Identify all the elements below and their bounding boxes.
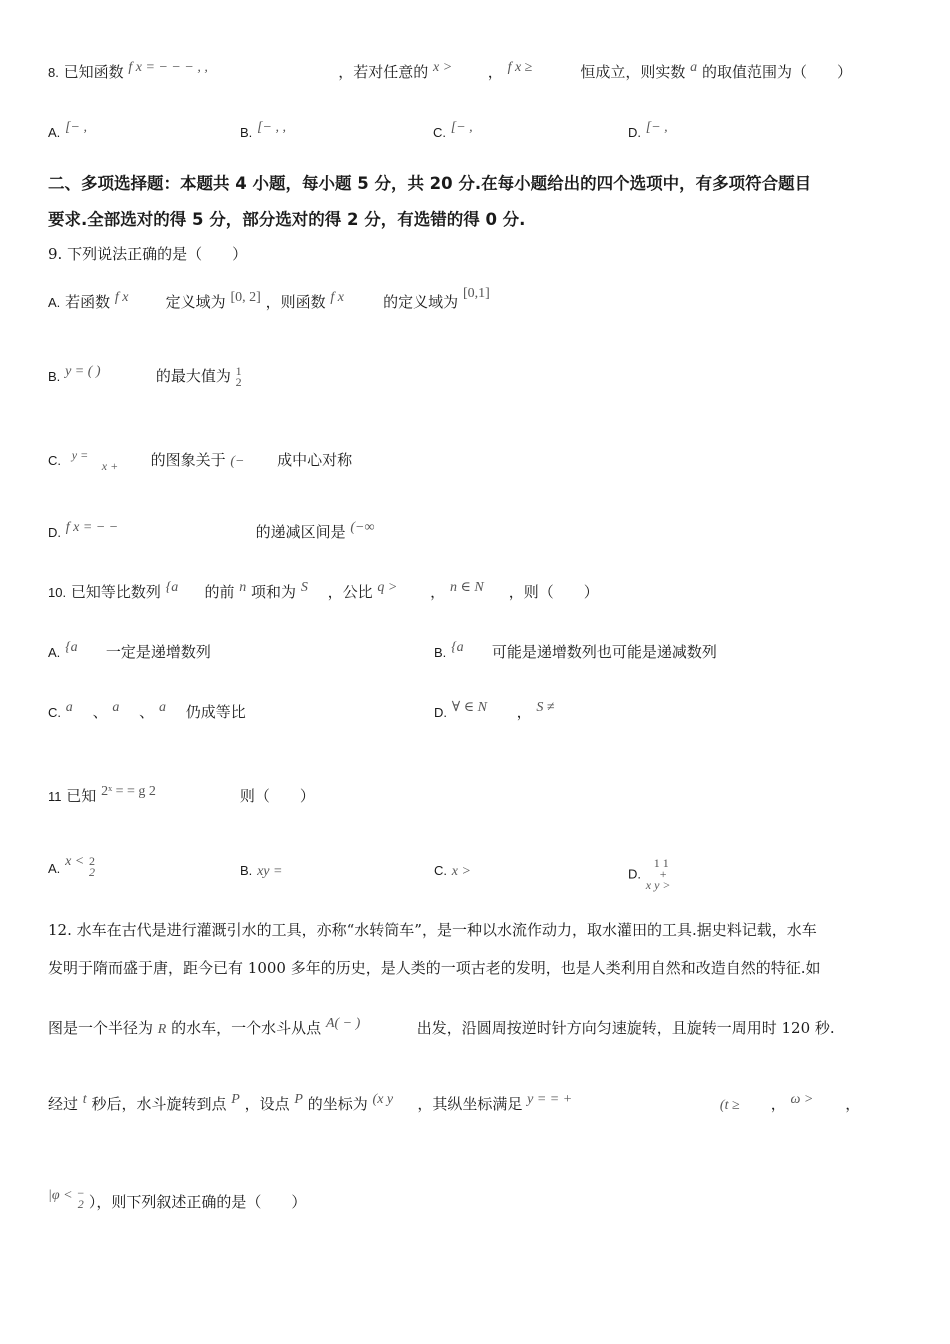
q12-line5 (48, 1186, 307, 1214)
fraction (72, 450, 146, 472)
q8-option-d (628, 122, 668, 144)
q11-number: 11 (48, 789, 62, 804)
option-text: 若函数 (65, 293, 111, 311)
option-expr: x < (65, 854, 85, 869)
fraction-denominator: 2 (235, 375, 242, 389)
option-label: D. (48, 525, 61, 540)
q10-expr: {a (165, 580, 179, 595)
q8-option-a (48, 122, 87, 144)
option-expr: [− , , (257, 120, 286, 135)
option-label: A. (48, 645, 61, 660)
q12-text: ，其纵坐标满足 (417, 1095, 523, 1113)
option-expr: (−∞ (350, 520, 375, 535)
q11-option-b (240, 860, 282, 882)
q8-text-d: 恒成立，则实数 (580, 63, 686, 81)
q12-line4 (48, 1094, 860, 1116)
q12-text: ），则下列叙述正确的是（ ） (88, 1193, 307, 1211)
q10-expr: q > (377, 580, 398, 595)
q8-condition-x: x > (433, 60, 453, 75)
q10-option-b (434, 642, 717, 664)
section-heading-line2: 要求.全部选对的得 5 分，部分选对的得 2 分，有选错的得 0 分. (48, 210, 526, 229)
q12-expr: (t ≥ (719, 1098, 740, 1113)
fraction (236, 366, 242, 388)
q11-stem (48, 786, 315, 808)
option-label: C. (433, 125, 446, 140)
option-text: 的定义域为 (383, 293, 459, 311)
option-label: D. (628, 125, 641, 140)
option-expr: {a (451, 640, 464, 655)
option-expr: a (65, 700, 73, 715)
fraction-denominator: 2 (77, 1197, 84, 1211)
q10-text: 已知等比数列 (70, 583, 161, 601)
q10-text: 项和为 (251, 583, 297, 601)
q12-line3 (48, 1018, 835, 1040)
option-text: 的最大值为 (155, 367, 231, 385)
q11-option-c (434, 860, 471, 882)
q11-text: 则（ ） (239, 787, 315, 805)
q11-option-d (628, 858, 716, 891)
q10-expr: n (239, 580, 247, 595)
expr-top: y = (71, 448, 89, 462)
q12-line1: 12. 水车在古代是进行灌溉引水的工具，亦称“水转筒车”，是一种以水流作动力，取水灌田的工具.据史料记载，水车 (48, 921, 817, 939)
fraction-numerator: − (77, 1186, 85, 1200)
option-label: B. (240, 863, 253, 878)
q8-text-b: ，若对任意的 (338, 63, 429, 81)
q12-expr: P (231, 1092, 240, 1107)
option-label: B. (240, 125, 253, 140)
sum-plus: + (659, 867, 667, 881)
q10-number: 10. (48, 585, 67, 600)
q12-text: ， (845, 1095, 861, 1113)
option-expr: S ≠ (536, 700, 555, 715)
option-expr: f x (114, 290, 129, 305)
option-text: 仍成等比 (185, 703, 246, 721)
q12-line2: 发明于隋而盛于唐，距今已有 1000 多年的历史，是人类的一项古老的发明，也是人类利用自然和改造自然的特征.如 (48, 959, 821, 977)
option-label: B. (434, 645, 447, 660)
q11-expr: 2ˣ = = g 2 (101, 784, 156, 799)
option-expr: a (112, 700, 120, 715)
q12-text: 的水车，一个水斗从点 (171, 1019, 322, 1037)
q10-text: ，公比 (327, 583, 373, 601)
option-text: 的图象关于 (150, 451, 226, 469)
q9-option-a (48, 286, 490, 314)
fraction-numerator: 2 (89, 854, 96, 868)
option-expr: a (158, 700, 166, 715)
option-text: 的递减区间是 (255, 523, 346, 541)
q12-text: 秒后，水斗旋转到点 (91, 1095, 227, 1113)
q12-expr: (x y (372, 1092, 394, 1107)
q10-option-c (48, 702, 246, 724)
section-heading-line1: 二、多项选择题：本题共 4 小题，每小题 5 分，共 20 分.在每小题给出的四个选项中，有多项符合题目 (48, 174, 812, 193)
q9-option-b (48, 366, 242, 388)
q8-option-b (240, 122, 286, 144)
q12-expr: y = = + (527, 1092, 573, 1107)
q12-text: 经过 (48, 1095, 79, 1113)
fraction (89, 856, 95, 878)
option-text: 一定是递增数列 (105, 643, 211, 661)
fraction-sum (646, 858, 716, 891)
option-text: 、 (92, 703, 108, 721)
fraction-denominator: 2 (89, 865, 96, 879)
q8-stem (48, 62, 852, 84)
q10-expr: n ∈ N (449, 580, 484, 595)
option-expr: f x (330, 290, 344, 305)
q12-expr: |φ < (48, 1188, 73, 1203)
q10-option-a (48, 642, 211, 664)
option-expr: xy = (257, 864, 283, 879)
option-expr: [− , (450, 120, 473, 135)
option-label: C. (48, 453, 61, 468)
option-label: C. (48, 705, 61, 720)
option-expr: x y > (645, 878, 671, 892)
q11-text: 已知 (66, 787, 97, 805)
q9-option-c (48, 450, 352, 472)
q8-option-c (433, 122, 473, 144)
option-label: A. (48, 125, 61, 140)
q8-text-a: 已知函数 (63, 63, 124, 81)
option-expr: f x = − − (65, 520, 119, 535)
option-expr: (− (230, 454, 245, 469)
option-expr: [− , (645, 120, 668, 135)
option-text: ， (516, 703, 532, 721)
q12-expr: P (294, 1092, 303, 1107)
option-expr: [0,1] (462, 286, 490, 301)
option-label: C. (434, 863, 447, 878)
option-text: 成中心对称 (277, 451, 353, 469)
q11-option-a (48, 854, 96, 880)
option-expr: [0, 2] (230, 290, 261, 305)
expr-bottom: x + (101, 459, 119, 473)
fraction-numerator: 1 (235, 364, 242, 378)
option-expr: y = ( ) (65, 364, 101, 379)
option-text: 可能是递增数列也可能是递减数列 (491, 643, 717, 661)
q10-text: ， (430, 583, 446, 601)
option-expr: {a (65, 640, 78, 655)
q12-text: 的坐标为 (307, 1095, 368, 1113)
option-text: 定义域为 (165, 293, 226, 311)
q8-function-expr: f x = − − − , , (128, 60, 208, 75)
q8-param-a: a (690, 60, 698, 75)
q12-text: 出发，沿圆周按逆时针方向匀速旋转，且旋转一周用时 120 秒. (416, 1019, 835, 1037)
option-text: ，则函数 (265, 293, 326, 311)
option-label: D. (628, 866, 641, 882)
q12-expr: ω > (790, 1092, 814, 1107)
q12-text: 图是一个半径为 (48, 1019, 154, 1037)
option-label: B. (48, 369, 61, 384)
option-expr: [− , (65, 120, 87, 135)
option-label: D. (434, 705, 447, 720)
q8-inequality: f x ≥ (507, 60, 533, 75)
q10-option-d (434, 702, 580, 724)
q8-text-c: ， (487, 63, 503, 81)
q10-stem (48, 582, 599, 604)
q10-text: ，则（ ） (508, 583, 599, 601)
q12-expr: R (157, 1022, 167, 1037)
q12-text: ， (770, 1095, 786, 1113)
option-expr: ∀ ∈ N (451, 700, 487, 715)
q12-text: ，设点 (244, 1095, 290, 1113)
q9-option-d (48, 522, 374, 544)
fraction-numerators: 1 1 (653, 856, 669, 870)
q10-text: 的前 (204, 583, 235, 601)
q8-number: 8. (48, 65, 59, 80)
option-expr: x > (451, 864, 471, 879)
option-label: A. (48, 861, 61, 876)
q8-text-e: 的取值范围为（ ） (701, 63, 852, 81)
fraction (77, 1188, 84, 1210)
q12-expr: A( − ) (325, 1016, 361, 1031)
option-text: 、 (139, 703, 155, 721)
q10-expr: S (300, 580, 308, 595)
q12-expr: t (82, 1092, 87, 1107)
q9-stem: 9. 下列说法正确的是（ ） (48, 245, 248, 263)
option-label: A. (48, 295, 61, 310)
